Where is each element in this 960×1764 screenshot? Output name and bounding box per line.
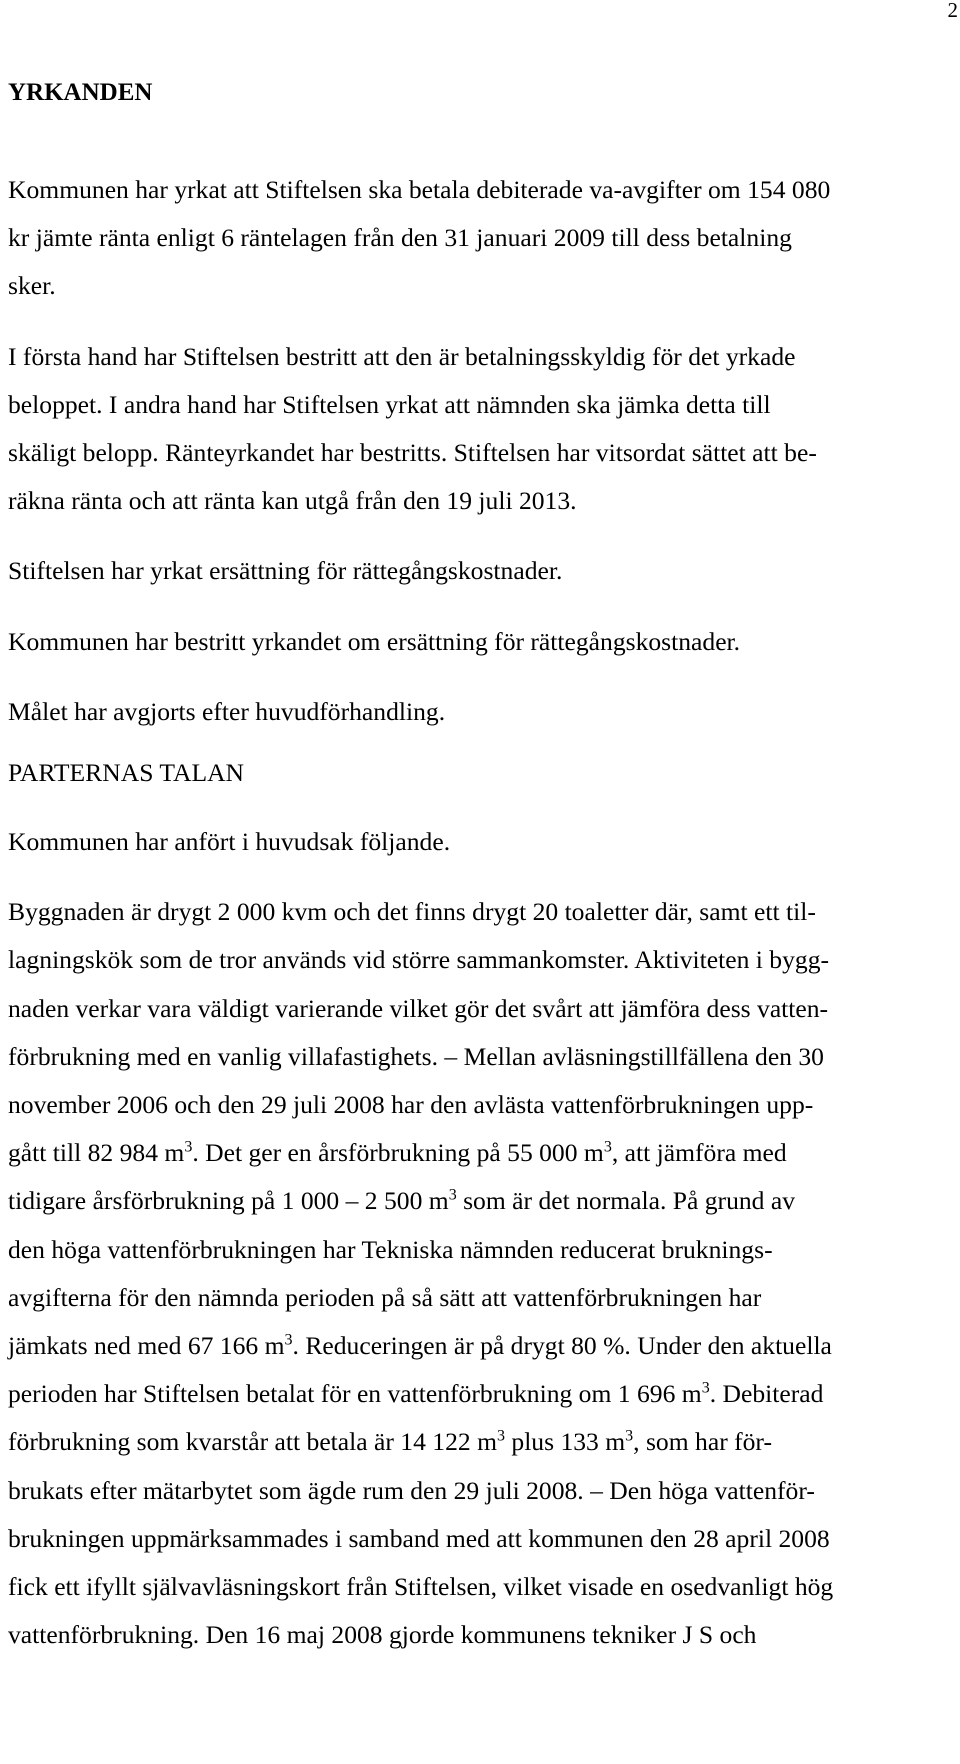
text-segment: plus 133 m — [505, 1427, 626, 1457]
paragraph-municipality-intro — [8, 818, 956, 866]
text-segment: , att jämföra med — [611, 1138, 787, 1168]
superscript: 3 — [625, 1427, 634, 1445]
text-line — [8, 1322, 956, 1370]
text-line: kr jämte ränta enligt 6 räntelagen från den 31 januari 2009 till dess betalning — [8, 223, 792, 253]
document-body — [8, 78, 956, 1681]
text-line: fick ett ifyllt självavläsningskort från Stiftelsen, vilket visade en osedvanligt hög — [8, 1572, 834, 1602]
text-line: Kommunen har bestritt yrkandet om ersättning för rättegångskostnader. — [8, 626, 741, 656]
text-segment: , som har för- — [633, 1427, 772, 1457]
text-line: Målet har avgjorts efter huvudförhandling. — [8, 696, 446, 726]
text-line: vattenförbrukning. Den 16 maj 2008 gjorde kommunens tekniker J S och — [8, 1620, 757, 1650]
text-line: Kommunen har anfört i huvudsak följande. — [8, 827, 451, 857]
text-line: den höga vattenförbrukningen har Tekniska nämnden reducerat bruknings- — [8, 1234, 773, 1264]
superscript: 3 — [497, 1427, 505, 1445]
text-line: räkna ränta och att ränta kan utgå från den 19 juli 2013. — [8, 486, 577, 516]
text-segment: som är det normala. På grund av — [456, 1186, 796, 1216]
text-line: naden verkar vara väldigt varierande vilket gör det svårt att jämföra dess vatten- — [8, 993, 829, 1023]
text-line: förbrukning med en vanlig villafastighets. – Mellan avläsningstillfällena den 30 — [8, 1041, 824, 1071]
text-line: Stiftelsen har yrkat ersättning för rättegångskostnader. — [8, 556, 563, 586]
text-line: beloppet. I andra hand har Stiftelsen yrkat att nämnden ska jämka detta till — [8, 389, 771, 419]
heading-yrkanden: YRKANDEN — [8, 79, 153, 106]
paragraph-defence — [8, 333, 956, 526]
superscript: 3 — [184, 1138, 193, 1156]
text-line: Byggnaden är drygt 2 000 kvm och det finns drygt 20 toaletter där, samt ett til- — [8, 897, 816, 927]
superscript: 3 — [284, 1331, 293, 1349]
paragraph-hearing — [8, 688, 956, 736]
superscript: 3 — [448, 1186, 457, 1204]
text-line: Kommunen har yrkat att Stiftelsen ska betala debiterade va-avgifter om 154 080 — [8, 175, 831, 204]
paragraph-costs-claim — [8, 547, 956, 595]
paragraph-claim — [8, 166, 956, 311]
text-line: sker. — [8, 271, 56, 301]
paragraph-municipality-argument — [8, 888, 956, 1659]
text-segment: gått till 82 984 m — [8, 1138, 185, 1168]
text-segment: . Reduceringen är på drygt 80 %. Under den aktuella — [292, 1331, 832, 1361]
text-line: november 2006 och den 29 juli 2008 har den avlästa vattenförbrukningen upp- — [8, 1090, 814, 1120]
superscript: 3 — [603, 1138, 612, 1156]
text-line: avgifterna för den nämnda perioden på så sätt att vattenförbrukningen har — [8, 1282, 762, 1312]
text-line — [8, 1370, 956, 1418]
text-line: skäligt belopp. Ränteyrkandet har bestritts. Stiftelsen har vitsordat sättet att be- — [8, 438, 817, 468]
text-segment: tidigare årsförbrukning på 1 000 – 2 500 m — [8, 1186, 449, 1216]
text-line: brukningen uppmärksammades i samband med att kommunen den 28 april 2008 — [8, 1523, 830, 1553]
text-segment: . Det ger en årsförbrukning på 55 000 m — [192, 1138, 604, 1168]
text-segment: förbrukning som kvarstår att betala är 14 122 m — [8, 1427, 497, 1457]
heading-parternas-talan: PARTERNAS TALAN — [8, 758, 245, 788]
text-line: I första hand har Stiftelsen bestritt att den är betalningsskyldig för det yrkade — [8, 341, 796, 371]
text-line — [8, 1177, 956, 1225]
text-line — [8, 1418, 956, 1466]
text-line: brukats efter mätarbytet som ägde rum den 29 juli 2008. – Den höga vattenför- — [8, 1475, 815, 1505]
text-segment: perioden har Stiftelsen betalat för en vattenförbrukning om 1 696 m — [8, 1379, 702, 1409]
text-segment: jämkats ned med 67 166 m — [8, 1331, 285, 1361]
page-number: 2 — [947, 0, 958, 22]
superscript: 3 — [701, 1379, 710, 1397]
paragraph-costs-disputed — [8, 618, 956, 666]
text-line: lagningskök som de tror används vid större sammankomster. Aktiviteten i bygg- — [8, 945, 830, 975]
text-line — [8, 1129, 956, 1177]
text-segment: . Debiterad — [709, 1379, 824, 1409]
